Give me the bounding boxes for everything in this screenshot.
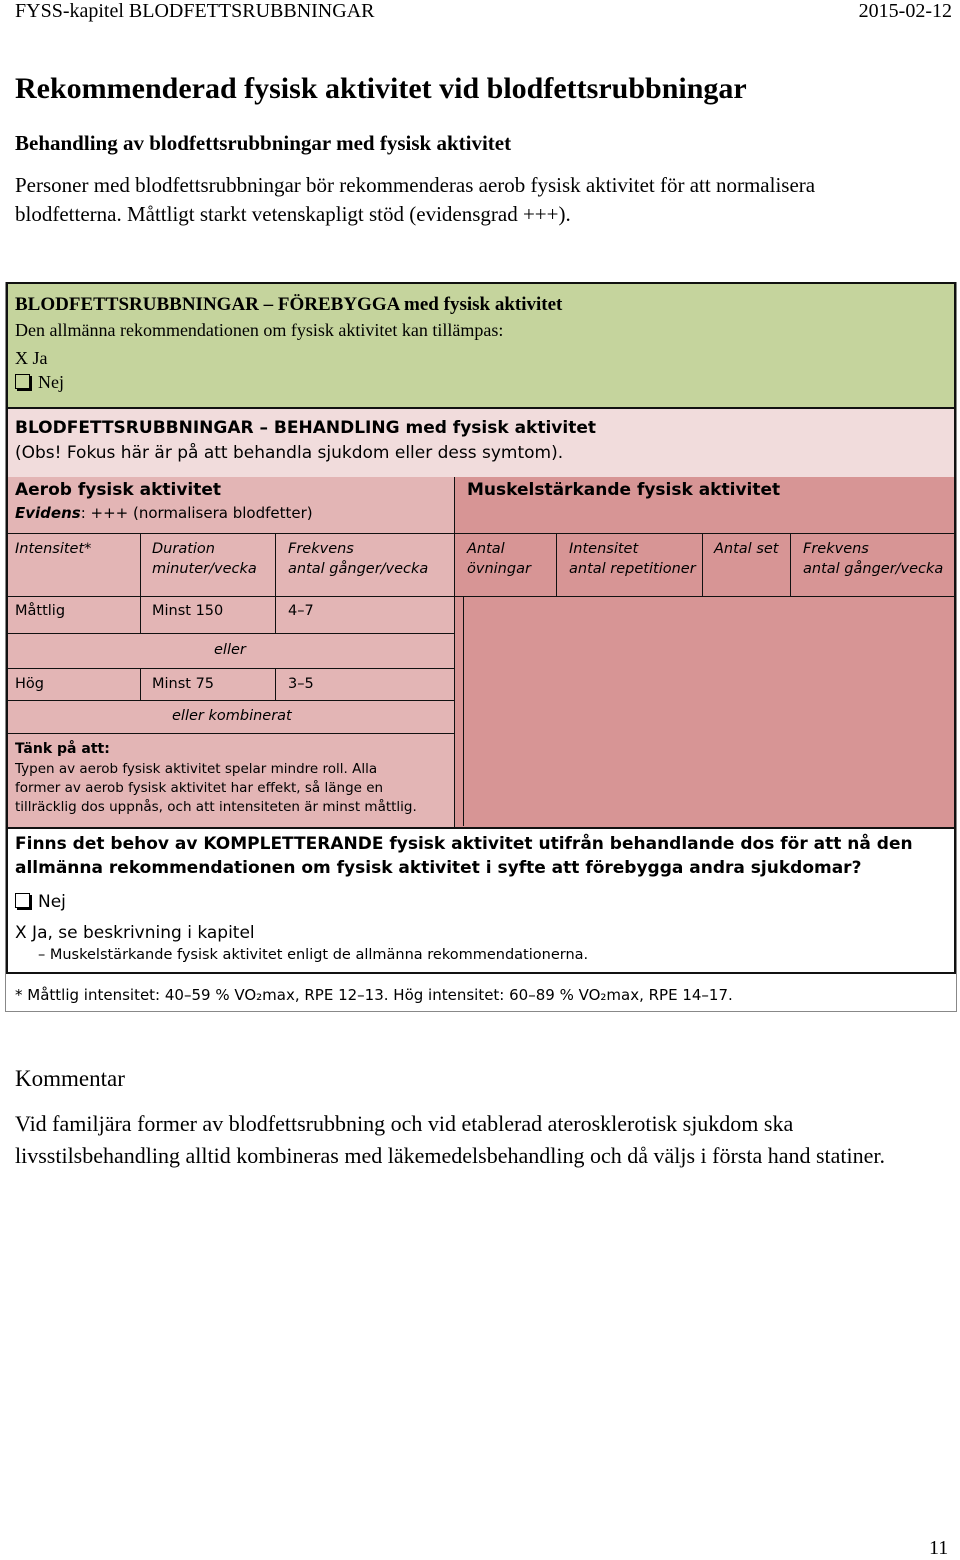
muskel-title: Muskelstärkande fysisk aktivitet <box>467 480 781 500</box>
muskel-col-intensitet: Intensitet <box>569 541 639 557</box>
prevent-option-nej <box>15 372 64 393</box>
col-duration-unit: minuter/vecka <box>152 561 257 577</box>
page-header-date: 2015-02-12 <box>858 0 952 22</box>
muskel-col-frekvens: Frekvens <box>803 541 869 557</box>
prevent-option-ja: X Ja <box>15 348 48 368</box>
footnote: * Måttlig intensitet: 40–59 % VO₂max, RPE 12–13. Hög intensitet: 60–89 % VO₂max, RPE 14–17. <box>15 986 733 1004</box>
page-title: Rekommenderad fysisk aktivitet vid blodfettsrubbningar <box>15 72 747 105</box>
complement-nej-label: Nej <box>38 892 66 912</box>
question-line-1: Finns det behov av KOMPLETTERANDE fysisk aktivitet utifrån behandlande dos för att nå den <box>15 834 913 854</box>
tank-line-1: Typen av aerob fysisk aktivitet spelar mindre roll. Alla <box>15 761 378 777</box>
tank-line-2: former av aerob fysisk aktivitet har effekt, så länge en <box>15 780 384 796</box>
col-intensitet: Intensitet* <box>15 541 92 557</box>
prevent-title: BLODFETTSRUBBNINGAR – FÖREBYGGA med fysisk aktivitet <box>15 294 563 315</box>
complement-question <box>15 832 945 880</box>
page-number: 11 <box>929 1537 949 1559</box>
question-line-2: allmänna rekommendationen om fysisk aktivitet i syfte att förebygga andra sjukdomar? <box>15 858 862 878</box>
row-hog-intensity: Hög <box>15 676 44 692</box>
section-subtitle: Behandling av blodfettsrubbningar med fysisk aktivitet <box>15 131 512 155</box>
row-mattlig-intensity: Måttlig <box>15 603 66 619</box>
col-duration: Duration <box>152 541 215 557</box>
intro-paragraph: Personer med blodfettsrubbningar bör rekommenderas aerob fysisk aktivitet för att normalisera blodfetterna. Måttligt starkt vetenskapligt stöd (evidensgrad +++). <box>15 173 816 226</box>
aerob-title: Aerob fysisk aktivitet <box>15 480 222 500</box>
page-header-left: FYSS-kapitel BLODFETTSRUBBNINGAR <box>15 0 375 22</box>
muskel-col-antal: Antal <box>467 541 505 557</box>
eller-kombinerat-label: eller kombinerat <box>172 708 292 724</box>
muskel-col-frekvens-unit: antal gånger/vecka <box>803 561 944 577</box>
comment-text: Vid familjära former av blodfettsrubbning och vid etablerad aterosklerotisk sjukdom ska livsstilsbehandling alltid kombineras med läkemedelsbehandling och då väljs i första hand statiner. <box>15 1111 886 1168</box>
muskel-col-antal-unit: övningar <box>467 561 531 577</box>
treat-subtitle: (Obs! Fokus här är på att behandla sjukdom eller dess symtom). <box>15 443 564 463</box>
complement-option-nej <box>15 892 66 912</box>
row-hog-duration: Minst 75 <box>152 676 215 692</box>
muskel-panel <box>454 477 956 827</box>
eller-label: eller <box>214 642 246 658</box>
prevent-nej-label: Nej <box>38 372 64 392</box>
evidens-label: Evidens <box>15 504 81 522</box>
muskel-col-intensitet-unit: antal repetitioner <box>569 561 696 577</box>
col-frekvens-unit: antal gånger/vecka <box>288 561 429 577</box>
row-hog-frekvens: 3–5 <box>288 676 314 692</box>
tank-line-3: tillräcklig dos uppnås, och att intensiteten är minst måttlig. <box>15 799 417 815</box>
complement-dash-item: – Muskelstärkande fysisk aktivitet enligt de allmänna rekommendationerna. <box>38 947 589 963</box>
col-frekvens: Frekvens <box>288 541 354 557</box>
tank-title: Tänk på att: <box>15 741 110 757</box>
complement-option-ja: X Ja, se beskrivning i kapitel <box>15 923 255 943</box>
row-mattlig-frekvens: 4–7 <box>288 603 314 619</box>
muskel-col-set: Antal set <box>714 541 779 557</box>
prevent-text: Den allmänna rekommendationen om fysisk aktivitet kan tillämpas: <box>15 320 504 340</box>
aerob-evidens <box>15 504 313 522</box>
checkbox-icon <box>15 893 30 908</box>
evidens-value: : +++ (normalisera blodfetter) <box>80 504 313 522</box>
comment-title: Kommentar <box>15 1066 125 1091</box>
checkbox-icon <box>15 374 30 389</box>
row-mattlig-duration: Minst 150 <box>152 603 224 619</box>
treat-title: BLODFETTSRUBBNINGAR – BEHANDLING med fysisk aktivitet <box>15 418 596 438</box>
